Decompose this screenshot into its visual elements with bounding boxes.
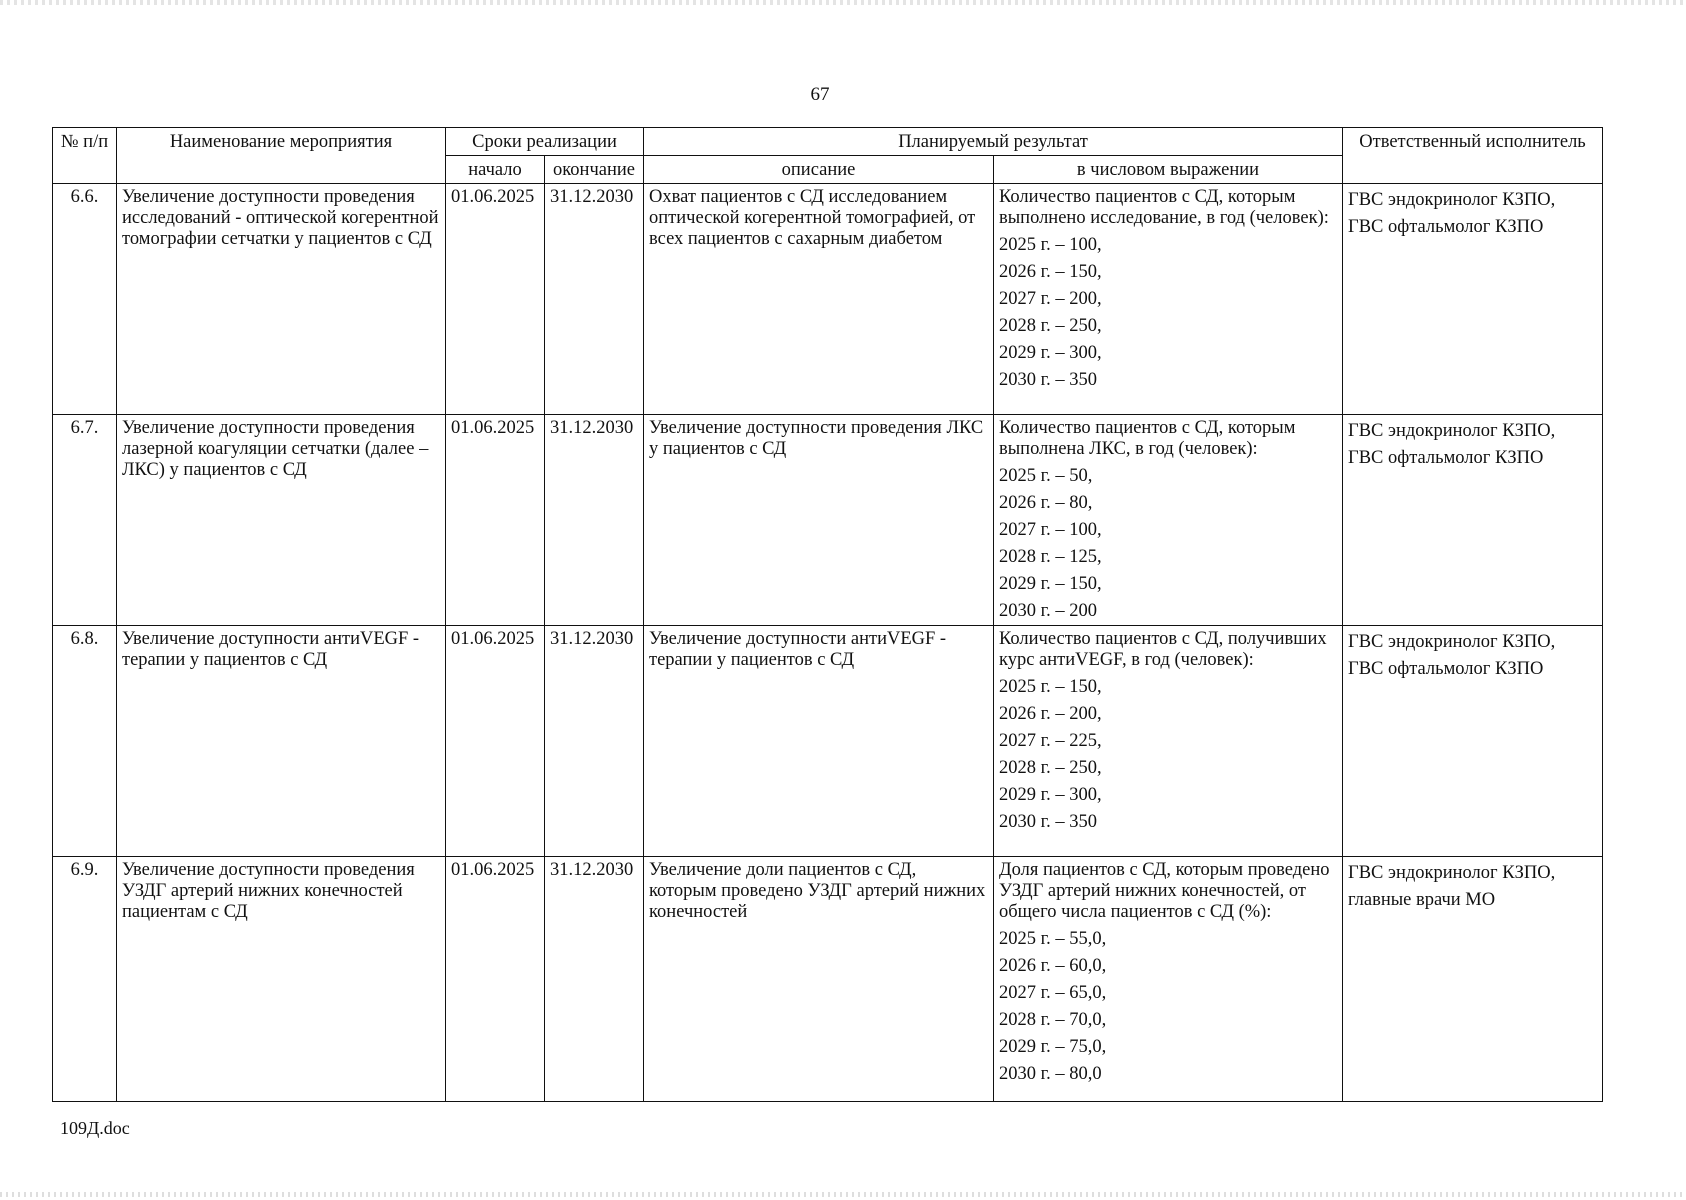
row-numeric	[994, 626, 1343, 857]
numeric-intro: Количество пациентов с СД, которым выполнена ЛКС, в год (человек):	[999, 418, 1296, 459]
header-name: Наименование мероприятия	[117, 128, 446, 184]
responsible-line: ГВС эндокринолог КЗПО,	[1348, 421, 1556, 441]
year-value: 2027 г. – 225,	[999, 731, 1102, 751]
header-end: окончание	[545, 156, 644, 184]
year-value: 2028 г. – 250,	[999, 758, 1102, 778]
page-number: 67	[810, 84, 830, 105]
row-responsible	[1343, 626, 1603, 857]
year-value: 2026 г. – 150,	[999, 262, 1102, 282]
year-value: 2029 г. – 75,0,	[999, 1037, 1107, 1057]
responsible-line: главные врачи МО	[1348, 890, 1496, 910]
row-description: Охват пациентов с СД исследованием оптической когерентной томографией, от всех пациентов с сахарным диабетом	[644, 184, 994, 415]
row-num: 6.8.	[53, 626, 117, 857]
year-value: 2028 г. – 125,	[999, 547, 1102, 567]
row-start: 01.06.2025	[446, 415, 545, 626]
row-name: Увеличение доступности проведения лазерной коагуляции сетчатки (далее – ЛКС) у пациентов с СД	[117, 415, 446, 626]
row-responsible	[1343, 415, 1603, 626]
responsible-line: ГВС офтальмолог КЗПО	[1348, 659, 1544, 679]
year-value: 2027 г. – 200,	[999, 289, 1102, 309]
numeric-intro: Количество пациентов с СД, которым выполнено исследование, в год (человек):	[999, 187, 1329, 228]
row-name: Увеличение доступности проведения исследований - оптической когерентной томографии сетчатки у пациентов с СД	[117, 184, 446, 415]
year-value: 2027 г. – 65,0,	[999, 983, 1107, 1003]
row-start: 01.06.2025	[446, 857, 545, 1102]
responsible-line: ГВС эндокринолог КЗПО,	[1348, 190, 1556, 210]
row-start: 01.06.2025	[446, 626, 545, 857]
plan-table	[52, 127, 1603, 1102]
year-value: 2027 г. – 100,	[999, 520, 1102, 540]
scan-edge-top	[0, 0, 1686, 5]
year-value: 2030 г. – 350	[999, 812, 1098, 832]
responsible-line: ГВС офтальмолог КЗПО	[1348, 448, 1544, 468]
table-row	[53, 415, 1603, 626]
year-value: 2025 г. – 100,	[999, 235, 1102, 255]
year-value: 2025 г. – 55,0,	[999, 929, 1107, 949]
scan-edge-bottom	[0, 1192, 1686, 1197]
row-start: 01.06.2025	[446, 184, 545, 415]
year-value: 2028 г. – 250,	[999, 316, 1102, 336]
header-result: Планируемый результат	[644, 128, 1343, 156]
row-name: Увеличение доступности проведения УЗДГ артерий нижних конечностей пациентам с СД	[117, 857, 446, 1102]
year-value: 2026 г. – 80,	[999, 493, 1093, 513]
row-name: Увеличение доступности антиVEGF - терапии у пациентов с СД	[117, 626, 446, 857]
row-num: 6.7.	[53, 415, 117, 626]
year-value: 2029 г. – 300,	[999, 785, 1102, 805]
row-description: Увеличение доли пациентов с СД, которым проведено УЗДГ артерий нижних конечностей	[644, 857, 994, 1102]
year-value: 2025 г. – 50,	[999, 466, 1093, 486]
row-end: 31.12.2030	[545, 857, 644, 1102]
year-value: 2030 г. – 200	[999, 601, 1098, 621]
table-row	[53, 184, 1603, 415]
year-value: 2030 г. – 350	[999, 370, 1098, 390]
header-description: описание	[644, 156, 994, 184]
year-value: 2029 г. – 150,	[999, 574, 1102, 594]
header-num: № п/п	[53, 128, 117, 184]
responsible-line: ГВС эндокринолог КЗПО,	[1348, 632, 1556, 652]
header-terms: Сроки реализации	[446, 128, 644, 156]
table-row	[53, 857, 1603, 1102]
year-value: 2028 г. – 70,0,	[999, 1010, 1107, 1030]
row-numeric	[994, 415, 1343, 626]
table-row	[53, 626, 1603, 857]
year-value: 2026 г. – 200,	[999, 704, 1102, 724]
responsible-line: ГВС офтальмолог КЗПО	[1348, 217, 1544, 237]
responsible-line: ГВС эндокринолог КЗПО,	[1348, 863, 1556, 883]
row-description: Увеличение доступности проведения ЛКС у пациентов с СД	[644, 415, 994, 626]
numeric-intro: Доля пациентов с СД, которым проведено УЗДГ артерий нижних конечностей, от общего числа пациентов с СД (%):	[999, 860, 1330, 922]
row-description: Увеличение доступности антиVEGF - терапии у пациентов с СД	[644, 626, 994, 857]
row-num: 6.6.	[53, 184, 117, 415]
year-value: 2026 г. – 60,0,	[999, 956, 1107, 976]
row-numeric	[994, 184, 1343, 415]
row-responsible	[1343, 857, 1603, 1102]
header-numeric: в числовом выражении	[994, 156, 1343, 184]
header-start: начало	[446, 156, 545, 184]
year-value: 2025 г. – 150,	[999, 677, 1102, 697]
row-responsible	[1343, 184, 1603, 415]
row-numeric	[994, 857, 1343, 1102]
numeric-intro: Количество пациентов с СД, получивших курс антиVEGF, в год (человек):	[999, 629, 1327, 670]
year-value: 2030 г. – 80,0	[999, 1064, 1102, 1084]
row-end: 31.12.2030	[545, 415, 644, 626]
row-end: 31.12.2030	[545, 626, 644, 857]
header-responsible: Ответственный исполнитель	[1343, 128, 1603, 184]
row-end: 31.12.2030	[545, 184, 644, 415]
row-num: 6.9.	[53, 857, 117, 1102]
year-value: 2029 г. – 300,	[999, 343, 1102, 363]
footer-filename: 109Д.doc	[60, 1118, 130, 1138]
